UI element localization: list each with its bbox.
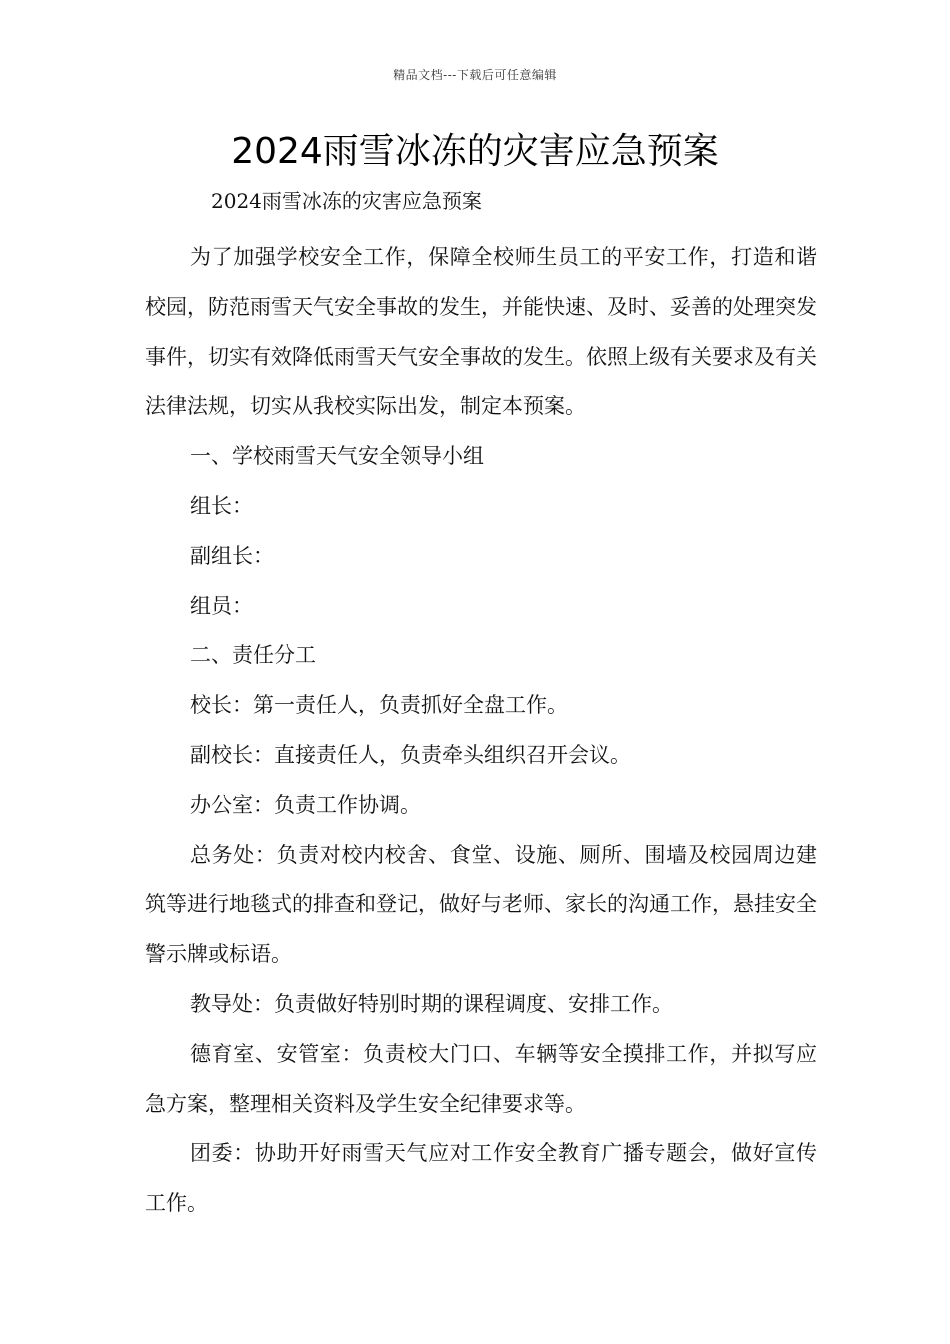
document-title: 2024雨雪冰冻的灾害应急预案 [231,131,719,172]
paragraph-academic-affairs: 教导处：负责做好特别时期的课程调度、安排工作。 [190,991,673,1016]
paragraph-deputy-leader: 副组长： [190,543,274,568]
paragraph-intro: 为了加强学校安全工作，保障全校师生员工的平安工作，打造和谐校园，防范雨雪天气安全事故的发生，并能快速、及时、妥善的处理突发事件，切实有效降低雨雪天气安全事故的发生。依照上级有关要求及有关法律法规，切实从我校实际出发，制定本预案。 [145,245,817,419]
paragraph-moral-education: 德育室、安管室：负责校大门口、车辆等安全摸排工作，并拟写应急方案，整理相关资料及学生安全纪律要求等。 [145,1041,817,1116]
section-heading-responsibilities: 二、责任分工 [190,643,316,668]
header-note: 精品文档---下载后可任意编辑 [393,68,557,82]
document-body [145,233,817,1229]
paragraph-office: 办公室：负责工作协调。 [190,792,421,817]
document-subtitle: 2024雨雪冰冻的灾害应急预案 [211,189,482,213]
paragraph-members: 组员： [190,593,253,618]
paragraph-vice-principal: 副校长：直接责任人，负责牵头组织召开会议。 [190,742,631,767]
paragraph-principal: 校长：第一责任人，负责抓好全盘工作。 [190,693,568,718]
section-heading-leadership: 一、学校雨雪天气安全领导小组 [190,444,484,469]
paragraph-youth-league: 团委：协助开好雨雪天气应对工作安全教育广播专题会，做好宣传工作。 [145,1141,817,1216]
paragraph-leader: 组长： [190,493,253,518]
paragraph-general-affairs: 总务处：负责对校内校舍、食堂、设施、厕所、围墙及校园周边建筑等进行地毯式的排查和登记，做好与老师、家长的沟通工作，悬挂安全警示牌或标语。 [145,842,817,967]
